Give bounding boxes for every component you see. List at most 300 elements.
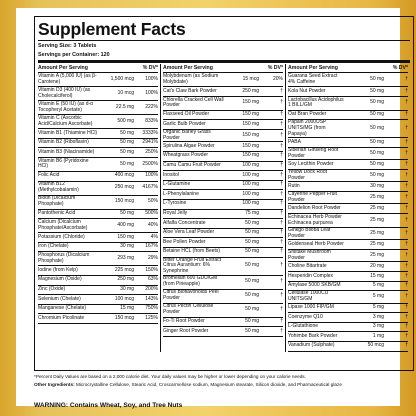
nutrient-amount: 15 mg (370, 272, 384, 279)
nutrient-amount: 50 mg (120, 160, 134, 167)
nutrient-name: Citrus Bioflavonoids Peel Powder (163, 289, 219, 302)
nutrient-dv: 833% (145, 117, 158, 124)
nutrient-name: Zinc (Oxide) (38, 285, 66, 292)
nutrient-amount: 150 mcg (114, 314, 134, 321)
nutrient-dv: † (280, 171, 283, 178)
nutrient-dv: † (405, 160, 408, 167)
nutrient-dv: † (405, 293, 408, 300)
nutrient-amount: 1,500 mcg (110, 75, 134, 82)
nutrient-dv: † (405, 323, 408, 330)
nutrient-name: Fo-Ti Root Powder (163, 318, 205, 325)
nutrient-dv: † (405, 282, 408, 289)
nutrient-name: Selenium (Chelate) (38, 295, 81, 302)
nutrient-amount: 400 mcg (114, 172, 134, 179)
nutrient-row (163, 111, 283, 121)
nutrient-amount: 25 mg (370, 251, 384, 258)
nutrient-row (288, 192, 408, 204)
nutrient-amount: 3 mg (372, 323, 384, 330)
nutrient-dv: 63% (147, 276, 158, 283)
nutrient-name: Calcium (Dicalcium Phosphate/Ascorbate) (38, 218, 88, 231)
nutrient-amount: 50 mg (370, 138, 384, 145)
nutrient-name: Yellow Dock Root Powder (288, 169, 328, 181)
nutrient-row (163, 219, 283, 229)
nutrient-dv: † (405, 229, 408, 236)
nutrient-amount: 1 mg (372, 332, 384, 339)
column-header (288, 64, 408, 73)
allergen-warning: WARNING: Contains Wheat, Soy, and Tree Nuts (34, 402, 183, 409)
nutrient-name: Vitamin A (5,000 IU) (as β-Carotene) (38, 72, 97, 85)
nutrient-amount: 50 mg (370, 75, 384, 82)
nutrient-name: Manganese (Chelate) (38, 305, 87, 312)
nutrient-row (38, 252, 158, 266)
nutrient-amount: 150 mg (117, 233, 134, 240)
nutrient-amount: 50 mg (120, 210, 134, 216)
nutrient-dv: † (280, 248, 283, 255)
nutrient-row (38, 139, 158, 149)
nutrient-dv: † (405, 272, 408, 279)
nutrient-dv: † (280, 229, 283, 236)
nutrient-row (288, 204, 408, 214)
nutrient-row (288, 73, 408, 87)
nutrient-name: Lipase 1000 FIP/GM (288, 304, 334, 311)
nutrient-amount: 50 mg (120, 139, 134, 146)
nutrient-dv: 250% (145, 148, 158, 155)
nutrient-dv: † (280, 152, 283, 159)
nutrient-dv: 4% (150, 233, 158, 240)
nutrient-row (163, 142, 283, 152)
facts-column-3 (286, 64, 410, 351)
nutrient-amount: 50 mg (370, 99, 384, 106)
nutrient-dv: 2500% (142, 160, 158, 167)
nutrient-dv: † (280, 318, 283, 325)
nutrient-amount: 150 mg (242, 120, 259, 127)
nutrient-amount: 100 mg (242, 190, 259, 197)
nutrient-dv: 143% (145, 295, 158, 302)
header-amount: Amount Per Serving (163, 65, 213, 72)
nutrient-name: Biotin (Dicalcium Phosphate) (38, 195, 76, 208)
nutrient-row (163, 290, 283, 304)
nutrient-row (163, 318, 283, 328)
nutrient-name: Camu Camu Fruit Powder (163, 162, 221, 168)
nutrient-dv: † (280, 111, 283, 118)
nutrient-amount: 50 mg (245, 327, 259, 334)
nutrient-row (38, 295, 158, 305)
nutrient-row (288, 87, 408, 97)
nutrient-name: Vitamin B1 (Thiamine HCl) (38, 129, 98, 136)
nutrient-name: Guarana Seed Extract 4% Caffeine (288, 72, 338, 85)
other-ingredients (34, 382, 414, 388)
nutrient-name: Wheatgrass Powder (163, 152, 209, 159)
nutrient-row (288, 97, 408, 111)
nutrient-dv: 40% (147, 221, 158, 228)
nutrient-name: Inositol (163, 171, 179, 178)
nutrient-dv: † (405, 149, 408, 156)
nutrient-name: L-Glutathione (288, 323, 319, 330)
nutrient-amount: 3 mg (372, 313, 384, 320)
nutrient-dv: 100% (145, 75, 158, 82)
nutrient-amount: 5 mg (372, 282, 384, 289)
nutrient-amount: 50 mg (245, 229, 259, 236)
nutrient-name: Vitamin B3 (Niacinamide) (38, 148, 95, 155)
nutrient-dv: † (405, 111, 408, 118)
nutrient-dv: † (280, 262, 283, 269)
nutrient-row (288, 291, 408, 303)
nutrient-row (38, 129, 158, 139)
nutrient-amount: 30 mg (370, 182, 384, 189)
nutrient-name: Vitamin B12 (Methylcobalamin) (38, 181, 79, 194)
nutrient-name: Molybdenum (as Sodium Molybdate) (163, 72, 219, 85)
nutrient-name: Iron (Chelate) (38, 243, 69, 250)
nutrient-dv: † (405, 182, 408, 189)
nutrient-name: Iodine (from Kelp) (38, 266, 78, 273)
nutrient-dv: 50% (147, 198, 158, 205)
nutrient-name: Ginger Root Powder (163, 327, 209, 334)
nutrient-dv: 4167% (142, 184, 158, 191)
nutrient-amount: 25 mg (370, 193, 384, 200)
nutrient-amount: 75 mg (245, 209, 259, 216)
nutrient-row (163, 87, 283, 97)
nutrient-row (288, 262, 408, 272)
nutrient-row (38, 276, 158, 286)
nutrient-amount: 50 mg (245, 318, 259, 325)
nutrient-amount: 50 mg (370, 87, 384, 94)
nutrient-amount: 50 mg (370, 160, 384, 167)
nutrient-name: Spirulina Algae Powder (163, 142, 215, 149)
nutrient-amount: 225 mcg (114, 266, 134, 273)
nutrient-amount: 20 mg (370, 262, 384, 269)
supplement-label (16, 8, 408, 409)
nutrient-dv: 167% (145, 243, 158, 250)
nutrient-name: Soy Lecithin Powder (288, 160, 334, 167)
nutrient-dv: † (280, 120, 283, 127)
nutrient-name: Magnesium (Oxide) (38, 276, 82, 283)
nutrient-row (163, 276, 283, 290)
nutrient-name: Hesperidin Complex (288, 272, 334, 279)
nutrient-dv: † (405, 332, 408, 339)
nutrient-dv: † (405, 87, 408, 94)
nutrient-name: Vitamin C (Ascorbic Acid/Calcium Ascorbate) (38, 114, 93, 127)
nutrient-row (38, 286, 158, 296)
nutrient-name: Vanadium (Sulphate) (288, 342, 335, 349)
nutrient-amount: 50 mg (370, 171, 384, 178)
nutrient-amount: 50 mg (120, 129, 134, 136)
nutrient-name: Kola Nut Powder (288, 87, 326, 94)
nutrient-dv: 100% (145, 172, 158, 179)
nutrient-row (163, 171, 283, 181)
header-dv: % DV* (142, 65, 158, 72)
nutrient-row (288, 304, 408, 314)
nutrient-name: L-Phenylalanine (163, 190, 199, 197)
nutrient-amount: 150 mg (242, 142, 259, 149)
nutrient-row (288, 342, 408, 352)
nutrient-name: Bee Pollen Powder (163, 238, 206, 245)
nutrient-name: Vitamin B6 (Pyridoxine HCl) (38, 157, 89, 170)
nutrient-dv: † (405, 240, 408, 247)
nutrient-name: Vitamin E (50 IU) (as d-α Tocopheryl Acetate) (38, 100, 94, 113)
nutrient-dv: † (280, 327, 283, 334)
nutrient-dv: † (405, 193, 408, 200)
nutrient-amount: 50 mg (370, 125, 384, 132)
nutrient-row (38, 148, 158, 158)
nutrient-amount: 50 mg (245, 306, 259, 313)
nutrient-name: Alfalfa Concentrate (163, 219, 206, 226)
nutrient-row (163, 162, 283, 172)
nutrient-name: Bitter Orange Fruit Extract Citrus Aurantium: 6% Synephrine (163, 256, 222, 274)
nutrient-dv: † (280, 238, 283, 245)
nutrient-amount: 25 mg (370, 229, 384, 236)
nutrient-name: Cat's Claw Bark Powder (163, 87, 217, 94)
nutrient-name: Goldenseal Herb Powder (288, 240, 344, 247)
nutrient-name: Chromium Picolinate (38, 314, 85, 321)
nutrient-name: Lactobacillus Acidophilus 1 BILL/GM (288, 96, 344, 109)
nutrient-dv: † (405, 75, 408, 82)
nutrient-row (38, 266, 158, 276)
nutrient-amount: 50 mg (245, 292, 259, 299)
supplement-facts-panel (34, 16, 414, 371)
serving-size: Serving Size: 3 Tablets (38, 43, 97, 49)
nutrient-amount: 50 mg (370, 111, 384, 118)
nutrient-dv: † (280, 142, 283, 149)
nutrient-amount: 30 mg (120, 285, 134, 292)
nutrient-amount: 10 mcg (117, 89, 134, 96)
nutrient-amount: 25 mg (370, 240, 384, 247)
nutrient-amount: 500 mg (117, 117, 134, 124)
nutrient-dv: 200% (145, 285, 158, 292)
divider-bar (38, 60, 410, 63)
nutrient-dv: 222% (145, 103, 158, 110)
nutrient-name: Betaine HCL (from Beets) (163, 248, 221, 255)
nutrient-name: Aloe Vera Leaf Powder (163, 229, 215, 236)
nutrient-dv: 500% (145, 210, 158, 216)
nutrient-dv: † (280, 209, 283, 216)
nutrient-dv: 125% (145, 314, 158, 321)
nutrient-name: Flaxseed Oil Powder (163, 111, 210, 118)
nutrient-dv: † (405, 204, 408, 211)
nutrient-amount: 150 mg (242, 111, 259, 118)
nutrient-name: Pantothenic Acid (38, 210, 76, 216)
nutrient-row (38, 87, 158, 101)
nutrient-dv: † (405, 216, 408, 223)
nutrient-name: Echinacea Herb Powder Echinacea purpurea (288, 213, 342, 226)
nutrient-row (163, 130, 283, 142)
nutrient-amount: 50 mg (370, 149, 384, 156)
nutrient-amount: 5 mg (372, 304, 384, 311)
header-dv: % DV* (392, 65, 408, 72)
nutrient-row (163, 190, 283, 200)
nutrient-dv: 100% (145, 89, 158, 96)
nutrient-name: Ginkgo Biloba Leaf Powder (288, 227, 331, 239)
nutrient-name: Papain 2000USP UNITS/MG (from Papaya) (288, 119, 327, 137)
nutrient-name: Cayenne Pepper Fruit Powder (288, 191, 337, 203)
nutrient-dv: † (280, 200, 283, 207)
nutrient-dv: † (280, 278, 283, 285)
nutrient-name: Organic Barley Grass Powder (163, 128, 211, 141)
nutrient-row (38, 314, 158, 324)
nutrient-name: Phosphorus (Dicalcium Phosphate) (38, 252, 90, 264)
header-amount: Amount Per Serving (288, 65, 338, 72)
nutrient-row (163, 152, 283, 162)
nutrient-dv: † (405, 125, 408, 132)
other-ingredients-label: Other Ingredients: (34, 382, 75, 387)
nutrient-amount: 25 mg (370, 204, 384, 211)
nutrient-name: Potassium (Chloride) (38, 233, 85, 240)
nutrient-name: Chlorella Cracked Cell Wall Powder (163, 96, 224, 109)
nutrient-row (38, 233, 158, 243)
nutrient-dv: † (405, 138, 408, 145)
nutrient-name: Choline Bitartrate (288, 262, 327, 269)
footnotes (34, 374, 414, 388)
nutrient-row (38, 182, 158, 196)
nutrient-row (163, 229, 283, 239)
nutrient-row (38, 219, 158, 233)
nutrient-dv: 750% (145, 305, 158, 312)
nutrient-dv: † (280, 99, 283, 106)
nutrient-row (163, 238, 283, 248)
nutrient-amount: 25 mg (370, 216, 384, 223)
nutrient-row (288, 313, 408, 323)
nutrient-row (163, 200, 283, 210)
nutrient-row (163, 210, 283, 220)
nutrient-amount: 150 mcg (114, 198, 134, 205)
nutrient-amount: 150 mg (242, 99, 259, 106)
nutrient-dv: † (280, 219, 283, 226)
nutrient-dv: † (280, 162, 283, 168)
nutrient-amount: 50 mg (120, 148, 134, 155)
nutrient-row (38, 196, 158, 210)
nutrient-dv: † (280, 306, 283, 313)
nutrient-amount: 400 mg (117, 221, 134, 228)
nutrient-amount: 250 mcg (114, 184, 134, 191)
nutrient-dv: † (280, 190, 283, 197)
nutrient-row (163, 258, 283, 276)
nutrient-amount: 50 mg (245, 248, 259, 255)
nutrient-row (38, 305, 158, 315)
nutrient-name: Cellulase 1000CU UNITS/GM (288, 290, 329, 302)
nutrient-row (163, 73, 283, 87)
nutrient-dv: 29% (147, 254, 158, 261)
nutrient-name: PABA (288, 138, 301, 145)
nutrient-amount: 150 mg (242, 152, 259, 159)
nutrient-row (163, 97, 283, 111)
nutrient-name: L-Glutamine (163, 181, 191, 188)
nutrient-amount: 293 mg (117, 254, 134, 261)
nutrient-name: Citrus Pectin Cellulose Powder (163, 303, 214, 316)
nutrient-dv: † (405, 171, 408, 178)
nutrient-row (288, 250, 408, 262)
nutrient-row (38, 243, 158, 253)
nutrient-amount: 15 mg (120, 305, 134, 312)
nutrient-name: Rutin (288, 182, 300, 189)
facts-columns (38, 64, 410, 351)
facts-column-1 (38, 64, 161, 351)
nutrient-dv: † (280, 181, 283, 188)
nutrient-dv: 20% (272, 75, 283, 82)
other-ingredients-text: Microcrystalline Cellulose, Stearic Acid, Croscarmellose sodium, Magnesium stearate, Silicon dioxide, and Pharmaceutical glaze (75, 382, 342, 387)
nutrient-amount: 100 mg (242, 162, 259, 168)
header-amount: Amount Per Serving (38, 65, 88, 72)
nutrient-row (38, 73, 158, 87)
nutrient-amount: 15 mcg (242, 75, 259, 82)
nutrient-row (288, 228, 408, 240)
nutrient-amount: 150 mg (242, 131, 259, 138)
nutrient-name: Amylase 5000 SKB/GM (288, 282, 341, 289)
dv-footnote: *Percent Daily Values are based on a 2,000 calorie diet. Your daily values may be higher or lower depending on your calorie needs. (34, 374, 306, 379)
nutrient-row (163, 304, 283, 318)
nutrient-amount: 22.5 mg (115, 103, 134, 110)
nutrient-dv: † (405, 99, 408, 106)
nutrient-amount: 50 mcg (367, 342, 384, 349)
nutrient-dv: 150% (145, 266, 158, 273)
nutrient-row (288, 170, 408, 182)
nutrient-row (38, 172, 158, 182)
nutrient-dv: † (405, 304, 408, 311)
nutrient-row (38, 101, 158, 115)
nutrient-amount: 250 mg (117, 276, 134, 283)
nutrient-dv: † (280, 292, 283, 299)
nutrient-dv: † (280, 87, 283, 94)
nutrient-name: Bromelain 600 GDU/GM (from Pineapple) (163, 275, 218, 288)
nutrient-name: Royal Jelly (163, 209, 188, 216)
nutrient-name: Garlic Bulb Powder (163, 120, 206, 127)
nutrient-name: Shiitake Mushroom Powder (288, 249, 331, 261)
nutrient-dv: † (405, 342, 408, 349)
nutrient-amount: 5 mg (372, 293, 384, 300)
nutrient-dv: 3333% (142, 129, 158, 136)
header-dv: % DV* (267, 65, 283, 72)
nutrient-row (288, 120, 408, 138)
nutrient-row (38, 158, 158, 172)
nutrient-row (288, 332, 408, 342)
nutrient-row (163, 327, 283, 337)
nutrient-amount: 30 mg (120, 243, 134, 250)
nutrient-name: Siberian Ginseng Root Powder (288, 147, 339, 159)
nutrient-row (288, 214, 408, 228)
nutrient-row (288, 323, 408, 333)
nutrient-amount: 100 mg (242, 181, 259, 188)
panel-title: Supplement Facts (38, 20, 410, 41)
nutrient-name: Vitamin B2 (Riboflavin) (38, 139, 89, 146)
servings-per-container: Servings per Container: 120 (38, 51, 110, 58)
nutrient-name: Dandelion Root Powder (288, 204, 341, 211)
nutrient-name: Coenzyme Q10 (288, 313, 323, 320)
nutrient-name: Folic Acid (38, 172, 60, 179)
column-header (38, 64, 158, 73)
nutrient-amount: 100 mg (242, 200, 259, 207)
facts-column-2 (161, 64, 286, 351)
nutrient-dv: 2941% (142, 139, 158, 146)
nutrient-amount: 50 mg (245, 238, 259, 245)
nutrient-amount: 50 mg (245, 262, 259, 269)
nutrient-dv: † (405, 313, 408, 320)
nutrient-name: Oat Bran Powder (288, 111, 327, 118)
nutrient-row (38, 210, 158, 220)
nutrient-name: Vitamin D3 (400 IU) (as Cholecalciferol) (38, 86, 91, 99)
nutrient-row (163, 181, 283, 191)
nutrient-amount: 50 mg (245, 278, 259, 285)
nutrient-row (288, 148, 408, 160)
nutrient-amount: 250 mg (242, 87, 259, 94)
column-header (163, 64, 283, 73)
nutrient-name: L-Tyrosine (163, 200, 187, 207)
nutrient-name: Yohimbe Bark Powder (288, 332, 338, 339)
nutrient-amount: 50 mg (245, 219, 259, 226)
nutrient-amount: 100 mg (242, 171, 259, 178)
nutrient-row (288, 272, 408, 282)
nutrient-dv: † (280, 131, 283, 138)
nutrient-dv: † (405, 251, 408, 258)
nutrient-row (38, 115, 158, 129)
nutrient-amount: 100 mcg (114, 295, 134, 302)
